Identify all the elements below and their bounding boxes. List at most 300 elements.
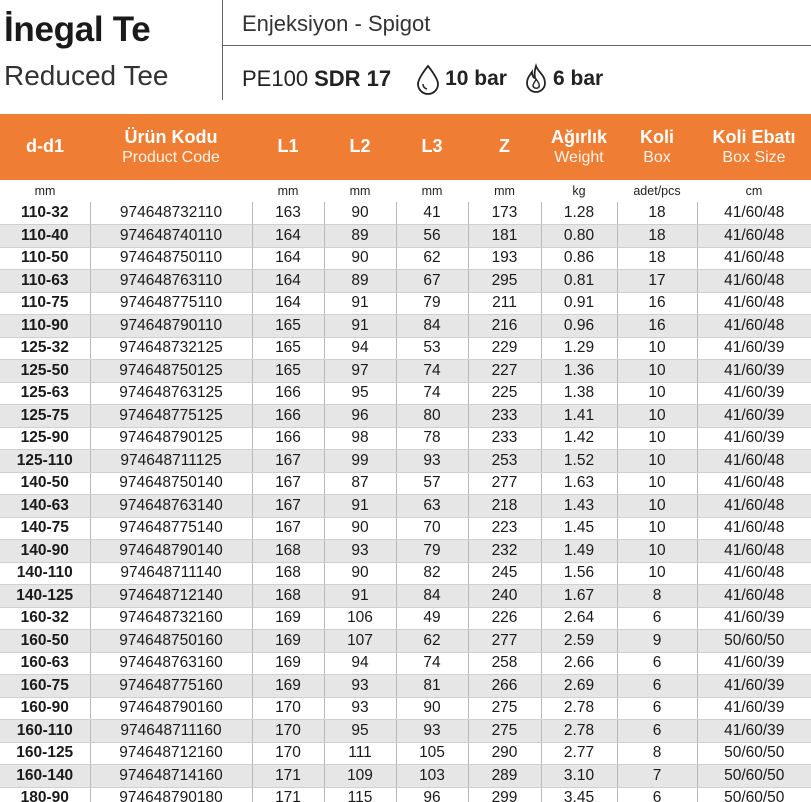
table-cell: 232	[468, 540, 541, 563]
table-cell: 168	[252, 585, 324, 608]
table-cell: 110-75	[0, 292, 90, 315]
table-cell: 974648790140	[90, 540, 252, 563]
table-cell: 974648790180	[90, 787, 252, 802]
column-header	[697, 114, 811, 180]
table-cell: 0.91	[541, 292, 617, 315]
table-cell: 115	[324, 787, 396, 802]
table-cell: 8	[617, 585, 697, 608]
table-cell: 218	[468, 495, 541, 518]
table-cell: 6	[617, 652, 697, 675]
table-cell: 10	[617, 562, 697, 585]
table-cell: 89	[324, 270, 396, 293]
column-header	[396, 114, 468, 180]
table-cell: 974648712140	[90, 585, 252, 608]
table-cell: 125-75	[0, 405, 90, 428]
table-cell: 974648763110	[90, 270, 252, 293]
table-row	[0, 337, 811, 360]
table-cell: 226	[468, 607, 541, 630]
table-cell: 160-140	[0, 765, 90, 788]
table-cell: 98	[324, 427, 396, 450]
table-cell: 974648775140	[90, 517, 252, 540]
table-row	[0, 450, 811, 473]
column-header-tr: Z	[499, 136, 510, 157]
table-cell: 167	[252, 495, 324, 518]
table-cell: 90	[324, 517, 396, 540]
table-row	[0, 607, 811, 630]
table-row	[0, 562, 811, 585]
table-row	[0, 697, 811, 720]
table-cell: 41/60/39	[697, 382, 811, 405]
table-cell: 89	[324, 225, 396, 248]
table-cell: 94	[324, 337, 396, 360]
table-cell: 93	[396, 720, 468, 743]
table-cell: 2.78	[541, 697, 617, 720]
table-cell: 227	[468, 360, 541, 383]
column-header-en: Box Size	[722, 149, 786, 167]
table-cell: 53	[396, 337, 468, 360]
table-cell: 163	[252, 202, 324, 225]
unit-cell: mm	[34, 184, 56, 198]
table-cell: 41/60/39	[697, 360, 811, 383]
table-cell: 169	[252, 607, 324, 630]
table-cell: 974648763125	[90, 382, 252, 405]
table-cell: 166	[252, 405, 324, 428]
table-cell: 10	[617, 540, 697, 563]
table-cell: 275	[468, 720, 541, 743]
table-cell: 0.96	[541, 315, 617, 338]
table-cell: 41/60/39	[697, 405, 811, 428]
table-cell: 110-32	[0, 202, 90, 225]
table-cell: 41	[396, 202, 468, 225]
table-cell: 1.49	[541, 540, 617, 563]
table-cell: 91	[324, 495, 396, 518]
table-cell: 167	[252, 472, 324, 495]
unit-cell: adet/pcs	[633, 184, 681, 198]
table-cell: 1.42	[541, 427, 617, 450]
column-header-tr: L1	[277, 136, 299, 157]
table-cell: 91	[324, 292, 396, 315]
table-row	[0, 247, 811, 270]
table-cell: 974648790160	[90, 697, 252, 720]
table-cell: 110-90	[0, 315, 90, 338]
table-cell: 974648711125	[90, 450, 252, 473]
table-cell: 41/60/48	[697, 517, 811, 540]
table-cell: 974648775160	[90, 675, 252, 698]
table-row	[0, 765, 811, 788]
table-cell: 97	[324, 360, 396, 383]
table-cell: 10	[617, 472, 697, 495]
table-cell: 193	[468, 247, 541, 270]
table-row	[0, 270, 811, 293]
product-table	[0, 114, 811, 802]
table-cell: 1.67	[541, 585, 617, 608]
header-row	[0, 114, 811, 180]
table-cell: 90	[396, 697, 468, 720]
table-cell: 16	[617, 292, 697, 315]
unit-cell: mm	[421, 184, 443, 198]
table-cell: 81	[396, 675, 468, 698]
table-cell: 57	[396, 472, 468, 495]
column-header-tr: Ürün Kodu	[124, 126, 218, 147]
table-cell: 225	[468, 382, 541, 405]
column-header	[468, 114, 541, 180]
table-cell: 223	[468, 517, 541, 540]
column-header-tr: Koli	[640, 126, 674, 147]
table-cell: 2.64	[541, 607, 617, 630]
product-category: Enjeksiyon - Spigot	[242, 11, 431, 36]
table-cell: 16	[617, 315, 697, 338]
table-cell: 277	[468, 630, 541, 653]
table-cell: 82	[396, 562, 468, 585]
table-cell: 10	[617, 405, 697, 428]
table-cell: 41/60/39	[697, 337, 811, 360]
table-header	[0, 114, 811, 180]
table-cell: 170	[252, 697, 324, 720]
table-cell: 41/60/48	[697, 270, 811, 293]
table-cell: 99	[324, 450, 396, 473]
table-cell: 50/60/50	[697, 765, 811, 788]
table-cell: 160-63	[0, 652, 90, 675]
table-cell: 165	[252, 360, 324, 383]
table-cell: 109	[324, 765, 396, 788]
table-cell: 170	[252, 720, 324, 743]
table-cell: 233	[468, 427, 541, 450]
table-cell: 275	[468, 697, 541, 720]
unit-cell: mm	[349, 184, 371, 198]
table-cell: 974648790110	[90, 315, 252, 338]
table-cell: 167	[252, 517, 324, 540]
column-header-tr: d-d1	[26, 136, 64, 157]
table-cell: 50/60/50	[697, 630, 811, 653]
table-cell: 103	[396, 765, 468, 788]
table-cell: 180-90	[0, 787, 90, 802]
table-cell: 9	[617, 630, 697, 653]
table-cell: 70	[396, 517, 468, 540]
table-cell: 165	[252, 337, 324, 360]
table-cell: 6	[617, 720, 697, 743]
table-cell: 80	[396, 405, 468, 428]
spec-line	[242, 63, 617, 95]
table-cell: 3.45	[541, 787, 617, 802]
table-row	[0, 675, 811, 698]
table-cell: 41/60/39	[697, 697, 811, 720]
table-cell: 1.45	[541, 517, 617, 540]
table-cell: 160-75	[0, 675, 90, 698]
table-cell: 160-110	[0, 720, 90, 743]
table-cell: 62	[396, 630, 468, 653]
column-header	[617, 114, 697, 180]
table-cell: 74	[396, 360, 468, 383]
column-header-en: Weight	[554, 149, 604, 167]
table-cell: 79	[396, 292, 468, 315]
column-header-tr: L3	[421, 136, 443, 157]
table-cell: 974648714160	[90, 765, 252, 788]
table-cell: 78	[396, 427, 468, 450]
table-cell: 229	[468, 337, 541, 360]
table-cell: 166	[252, 382, 324, 405]
table-row	[0, 742, 811, 765]
material-label: PE100	[242, 66, 309, 91]
table-cell: 240	[468, 585, 541, 608]
table-cell: 96	[324, 405, 396, 428]
table-cell: 91	[324, 585, 396, 608]
table-cell: 974648732125	[90, 337, 252, 360]
table-cell: 7	[617, 765, 697, 788]
table-cell: 125-110	[0, 450, 90, 473]
table-cell: 173	[468, 202, 541, 225]
water-drop-icon	[413, 63, 443, 95]
table-cell: 974648750160	[90, 630, 252, 653]
table-cell: 62	[396, 247, 468, 270]
table-cell: 110-40	[0, 225, 90, 248]
table-row	[0, 202, 811, 225]
table-cell: 295	[468, 270, 541, 293]
table-cell: 110-50	[0, 247, 90, 270]
table-cell: 160-90	[0, 697, 90, 720]
table-cell: 79	[396, 540, 468, 563]
column-header	[324, 114, 396, 180]
table-cell: 18	[617, 225, 697, 248]
table-cell: 95	[324, 720, 396, 743]
table-cell: 17	[617, 270, 697, 293]
table-cell: 140-50	[0, 472, 90, 495]
table-cell: 140-125	[0, 585, 90, 608]
table-cell: 0.86	[541, 247, 617, 270]
table-cell: 41/60/48	[697, 495, 811, 518]
table-cell: 1.38	[541, 382, 617, 405]
table-cell: 95	[324, 382, 396, 405]
table-cell: 974648712160	[90, 742, 252, 765]
table-row	[0, 382, 811, 405]
table-cell: 160-32	[0, 607, 90, 630]
table-cell: 1.43	[541, 495, 617, 518]
table-cell: 87	[324, 472, 396, 495]
table-cell: 10	[617, 382, 697, 405]
table-cell: 56	[396, 225, 468, 248]
table-cell: 106	[324, 607, 396, 630]
table-row	[0, 585, 811, 608]
table-cell: 974648732160	[90, 607, 252, 630]
table-cell: 140-75	[0, 517, 90, 540]
table-cell: 90	[324, 562, 396, 585]
table-cell: 41/60/48	[697, 472, 811, 495]
table-cell: 974648750140	[90, 472, 252, 495]
table-cell: 10	[617, 360, 697, 383]
table-row	[0, 630, 811, 653]
table-cell: 974648763160	[90, 652, 252, 675]
table-cell: 974648750110	[90, 247, 252, 270]
table-cell: 974648775110	[90, 292, 252, 315]
table-cell: 105	[396, 742, 468, 765]
table-cell: 277	[468, 472, 541, 495]
table-cell: 84	[396, 315, 468, 338]
table-cell: 94	[324, 652, 396, 675]
table-cell: 41/60/39	[697, 607, 811, 630]
unit-cell: cm	[745, 184, 763, 198]
units-row	[0, 180, 811, 202]
table-cell: 93	[324, 675, 396, 698]
column-header-tr: Koli Ebatı	[712, 126, 796, 147]
table-row	[0, 427, 811, 450]
flame-icon	[521, 63, 551, 95]
table-cell: 2.59	[541, 630, 617, 653]
table-cell: 253	[468, 450, 541, 473]
table-cell: 0.81	[541, 270, 617, 293]
table-cell: 233	[468, 405, 541, 428]
water-pressure: 10 bar	[445, 67, 507, 90]
table-cell: 160-125	[0, 742, 90, 765]
table-cell: 50/60/50	[697, 742, 811, 765]
table-cell: 245	[468, 562, 541, 585]
table-cell: 170	[252, 742, 324, 765]
table-cell: 1.52	[541, 450, 617, 473]
table-cell: 164	[252, 247, 324, 270]
table-cell: 63	[396, 495, 468, 518]
table-cell: 169	[252, 652, 324, 675]
table-cell: 1.36	[541, 360, 617, 383]
table-cell: 10	[617, 427, 697, 450]
table-cell: 6	[617, 607, 697, 630]
table-cell: 266	[468, 675, 541, 698]
table-cell: 290	[468, 742, 541, 765]
table-cell: 171	[252, 787, 324, 802]
table-cell: 6	[617, 675, 697, 698]
unit-cell	[90, 180, 252, 202]
table-cell: 111	[324, 742, 396, 765]
table-cell: 41/60/39	[697, 675, 811, 698]
table-cell: 1.28	[541, 202, 617, 225]
column-header	[541, 114, 617, 180]
table-cell: 974648711140	[90, 562, 252, 585]
table-cell: 41/60/48	[697, 585, 811, 608]
table-row	[0, 225, 811, 248]
table-cell: 10	[617, 337, 697, 360]
table-cell: 2.66	[541, 652, 617, 675]
table-cell: 974648740110	[90, 225, 252, 248]
table-cell: 10	[617, 495, 697, 518]
table-cell: 140-63	[0, 495, 90, 518]
table-body	[0, 180, 811, 802]
table-cell: 50/60/50	[697, 787, 811, 802]
column-header	[252, 114, 324, 180]
table-cell: 41/60/48	[697, 247, 811, 270]
table-cell: 41/60/39	[697, 427, 811, 450]
table-cell: 93	[324, 697, 396, 720]
table-cell: 96	[396, 787, 468, 802]
table-cell: 41/60/39	[697, 720, 811, 743]
table-cell: 84	[396, 585, 468, 608]
table-cell: 167	[252, 450, 324, 473]
table-row	[0, 292, 811, 315]
table-cell: 41/60/48	[697, 202, 811, 225]
table-cell: 2.77	[541, 742, 617, 765]
table-cell: 0.80	[541, 225, 617, 248]
header-vertical-divider	[222, 0, 223, 100]
table-cell: 8	[617, 742, 697, 765]
table-cell: 125-32	[0, 337, 90, 360]
table-cell: 165	[252, 315, 324, 338]
table-cell: 974648711160	[90, 720, 252, 743]
page-title: İnegal Te	[4, 10, 151, 49]
table-cell: 41/60/48	[697, 315, 811, 338]
table-cell: 18	[617, 202, 697, 225]
table-cell: 93	[324, 540, 396, 563]
gas-pressure: 6 bar	[552, 67, 604, 90]
table-cell: 6	[617, 697, 697, 720]
table-cell: 125-63	[0, 382, 90, 405]
table-cell: 164	[252, 270, 324, 293]
table-cell: 1.63	[541, 472, 617, 495]
table-cell: 93	[396, 450, 468, 473]
table-cell: 181	[468, 225, 541, 248]
table-cell: 164	[252, 292, 324, 315]
table-row	[0, 652, 811, 675]
column-header-tr: L2	[349, 136, 371, 157]
table-row	[0, 720, 811, 743]
table-row	[0, 787, 811, 802]
table-cell: 91	[324, 315, 396, 338]
sdr-label: SDR 17	[314, 66, 392, 91]
table-cell: 166	[252, 427, 324, 450]
table-cell: 3.10	[541, 765, 617, 788]
table-cell: 10	[617, 517, 697, 540]
column-header	[90, 114, 252, 180]
table-cell: 125-50	[0, 360, 90, 383]
table-cell: 974648750125	[90, 360, 252, 383]
table-cell: 74	[396, 382, 468, 405]
table-cell: 140-90	[0, 540, 90, 563]
page-header	[0, 0, 811, 112]
table-cell: 974648790125	[90, 427, 252, 450]
header-horizontal-divider	[222, 45, 811, 46]
table-cell: 299	[468, 787, 541, 802]
table-cell: 1.56	[541, 562, 617, 585]
table-row	[0, 472, 811, 495]
table-cell: 258	[468, 652, 541, 675]
table-cell: 168	[252, 562, 324, 585]
page-subtitle: Reduced Tee	[4, 60, 169, 91]
table-cell: 211	[468, 292, 541, 315]
table-cell: 160-50	[0, 630, 90, 653]
table-cell: 125-90	[0, 427, 90, 450]
table-cell: 90	[324, 202, 396, 225]
table-cell: 974648775125	[90, 405, 252, 428]
table-cell: 974648732110	[90, 202, 252, 225]
column-header-tr: Ağırlık	[550, 126, 607, 147]
table-cell: 1.41	[541, 405, 617, 428]
table-row	[0, 315, 811, 338]
table-cell: 41/60/48	[697, 225, 811, 248]
table-cell: 18	[617, 247, 697, 270]
table-row	[0, 495, 811, 518]
table-cell: 164	[252, 225, 324, 248]
table-cell: 1.29	[541, 337, 617, 360]
table-cell: 107	[324, 630, 396, 653]
table-cell: 140-110	[0, 562, 90, 585]
unit-cell: mm	[277, 184, 299, 198]
table-cell: 216	[468, 315, 541, 338]
table-cell: 171	[252, 765, 324, 788]
table-cell: 41/60/48	[697, 562, 811, 585]
table-cell: 41/60/48	[697, 292, 811, 315]
table-cell: 49	[396, 607, 468, 630]
table-cell: 41/60/48	[697, 540, 811, 563]
table-cell: 289	[468, 765, 541, 788]
table-cell: 41/60/48	[697, 450, 811, 473]
table-row	[0, 360, 811, 383]
column-header-en: Product Code	[122, 149, 220, 167]
table-cell: 169	[252, 630, 324, 653]
